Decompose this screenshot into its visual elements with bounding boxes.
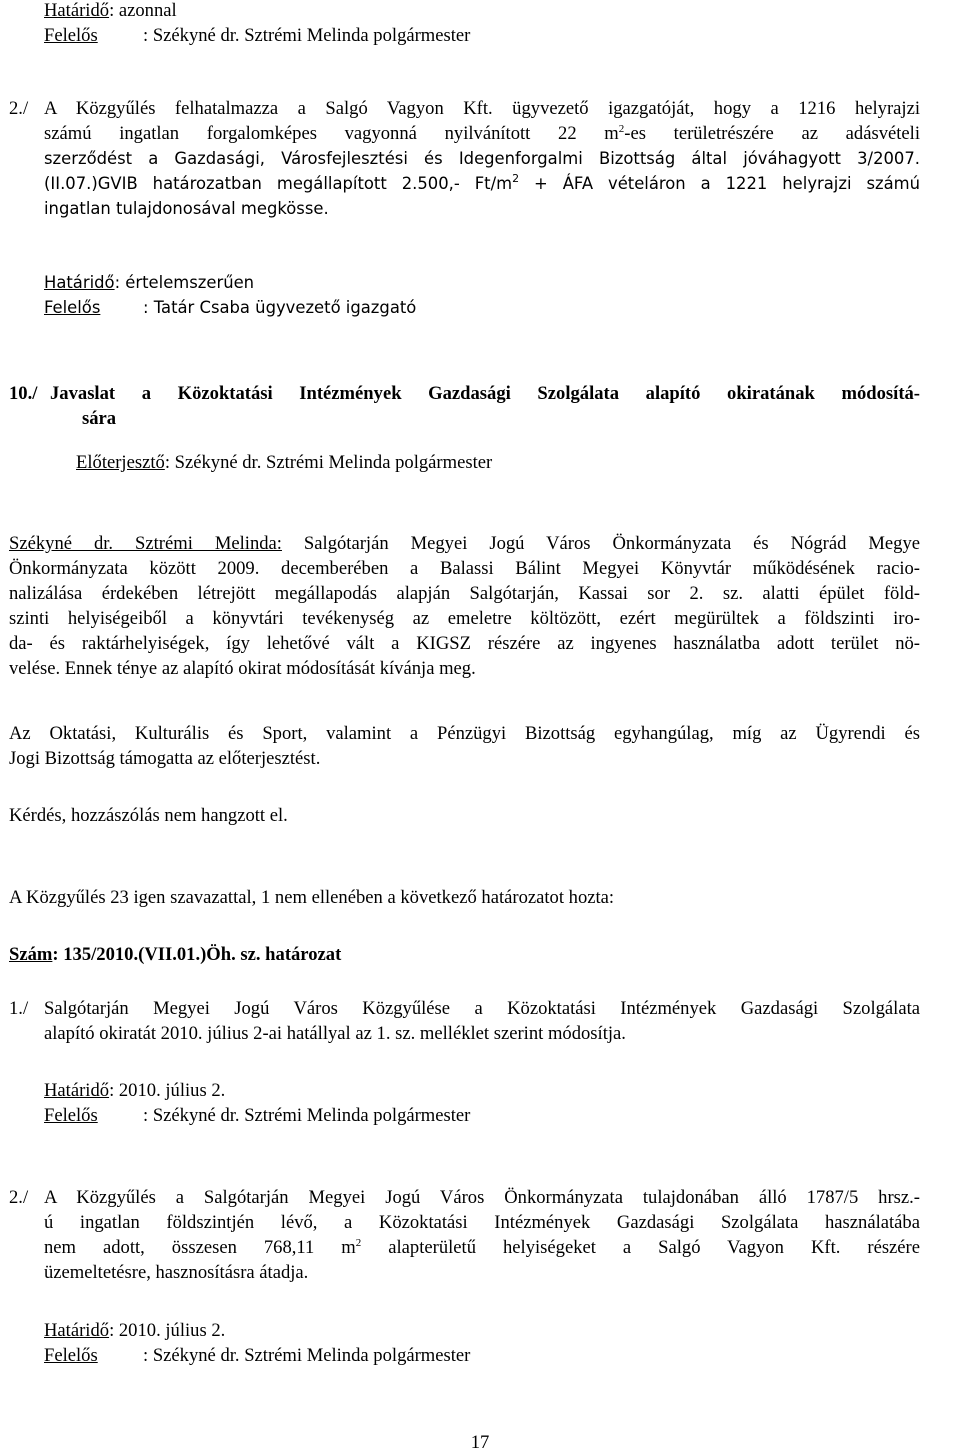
paragraph-line: nalizálása érdekében létrejött megállapodás alapján Salgótarján, Kassai sor 2. sz. alatti épület föld- [9, 583, 920, 604]
responsible-value: : Székyné dr. Sztrémi Melinda polgármester [143, 1345, 471, 1366]
paragraph-line: ú ingatlan földszintjén lévő, a Közoktatási Intézmények Gazdasági Szolgálata használatába [44, 1212, 920, 1233]
responsible-label: Felelős [44, 1345, 98, 1366]
paragraph-line: nem adott, összesen 768,11 $m^2$ alapterületű helyiségeket a Salgó Vagyon Kft. részére [44, 1237, 921, 1258]
deadline-value: : 2010. július 2. [109, 1080, 226, 1101]
presenter-value: : Székyné dr. Sztrémi Melinda polgármester [164, 452, 493, 473]
responsible-value: : Székyné dr. Sztrémi Melinda polgármester [143, 25, 471, 46]
responsible-label: Felelős [44, 1105, 98, 1126]
paragraph-line: alapító okiratát 2010. július 2-ai hatállyal az 1. sz. melléklet szerint módosítja. [44, 1023, 626, 1044]
deadline-label: Határidő [44, 1080, 110, 1101]
page-number: 17 [470, 1432, 490, 1453]
deadline-label: Határidő [44, 0, 110, 21]
deadline-value: : 2010. július 2. [109, 1320, 226, 1341]
agenda-title-line: Javaslat a Közoktatási Intézmények Gazdasági Szolgálata alapító okiratának módosítá- [50, 383, 920, 404]
deadline-line [44, 0, 920, 23]
responsible-label: Felelős [44, 298, 101, 317]
presenter-label: Előterjesztő [76, 452, 165, 473]
deadline-label: Határidő [44, 1320, 110, 1341]
speech-paragraph: Székyné dr. Sztrémi Melinda: Salgótarján Megyei Jogú Város Önkormányzata és Nógrád Megye Önkormányzata között 2009. decemberében a Balassi Bálint Megyei Könyvtár működésének racio- nalizálása érdekében létrejött megállapodás alapján Salgótarján, Kassai sor 2. sz. alatti épület föld- szinti helyiségeiből a könyvtári tevékenység az emeletre költözött, ezért megürültek a földszinti iro- da- és raktárhelyiségek, így lehetővé vált a KIGSZ részére az ingyenes használatba adott terület nö- velése. Ennek tényе az alapító okirat módosítását kívánja meg. [9, 533, 920, 679]
paragraph-line: szerződést a Gazdasági, Városfejlesztési és Idegenforgalmi Bizottság által jóváhagyott 3/2007. [44, 149, 920, 168]
paragraph-line: A Közgyűlés a Salgótarján Megyei Jogú Város Önkormányzata tulajdonában álló 1787/5 hrsz.- [44, 1187, 920, 1208]
resolution-label: Szám [9, 944, 53, 965]
paragraph-line: velése. Ennek tényе az alapító okirat módosítását kívánja meg. [9, 658, 476, 679]
committee-paragraph: Az Oktatási, Kulturális és Sport, valamint a Pénzügyi Bizottság egyhangúlag, míg az Ügyrendi és Jogi Bizottság támogatta az előterjesztést. [9, 723, 920, 769]
question-line: Kérdés, hozzászólás nem hangzott el. [9, 805, 288, 826]
deadline-value: : értelemszerűen [114, 273, 255, 292]
paragraph-line: Önkormányzata között 2009. decemberében a Balassi Bálint Megyei Könyvtár működésének racio- [9, 558, 920, 579]
res2-deadline [44, 1318, 920, 1368]
paragraph-line: Salgótarján Megyei Jogú Város Közgyűlése a Közoktatási Intézmények Gazdasági Szolgálata [44, 998, 920, 1019]
agenda-title-line: sára [82, 408, 117, 429]
item-2a-deadline [44, 270, 920, 320]
paragraph-line: szinti helyiségeiből a könyvtári tevékenység az emeletre költözött, ezért megürültek a földszinti iro- [9, 608, 920, 629]
paragraph-line: A Közgyűlés felhatalmazza a Salgó Vagyon Kft. ügyvezető igazgatóját, hogy a 1216 helyrajzi [44, 98, 920, 119]
speaker-name: Székyné dr. Sztrémi Melinda: [9, 533, 282, 554]
top-deadline-block [44, 0, 920, 48]
responsible-value: : Tatár Csaba ügyvezető igazgató [143, 298, 417, 317]
responsible-label: Felelős [44, 25, 98, 46]
item-number: 2./ [9, 98, 29, 119]
paragraph-line: számú ingatlan forgalomképes vagyonná nyilvánított 22 $m^2-es$ területrészére az adásvételi [44, 123, 920, 144]
deadline-value: : azonnal [109, 0, 177, 21]
paragraph-line: ingatlan tulajdonosával megkösse. [44, 199, 329, 218]
responsible-value: : Székyné dr. Sztrémi Melinda polgármester [143, 1105, 471, 1126]
presenter-line [76, 450, 952, 475]
resolution-number [9, 942, 885, 967]
paragraph-line: (II.07.)GVIB határozatban megállapított 2.500,- $Ft/m^2$ + ÁFA vételáron a 1221 helyrajzi számú [44, 172, 921, 193]
responsible-line [44, 23, 920, 48]
agenda-number: 10./ [9, 383, 38, 404]
res1-deadline [44, 1078, 920, 1128]
item-number: 1./ [9, 998, 29, 1019]
paragraph-line: da- és raktárhelyiségek, így lehetővé vált a KIGSZ részére az ingyenes használatba adott terület nö- [9, 633, 920, 654]
deadline-label: Határidő [44, 273, 115, 292]
vote-line: A Közgyűlés 23 igen szavazattal, 1 nem ellenében a következő határozatot hozta: [9, 887, 615, 908]
item-number: 2./ [9, 1187, 29, 1208]
paragraph-line: üzemeltetésre, hasznosításra átadja. [44, 1262, 309, 1283]
resolution-value: : 135/2010.(VII.01.)Öh. sz. határozat [52, 944, 342, 965]
